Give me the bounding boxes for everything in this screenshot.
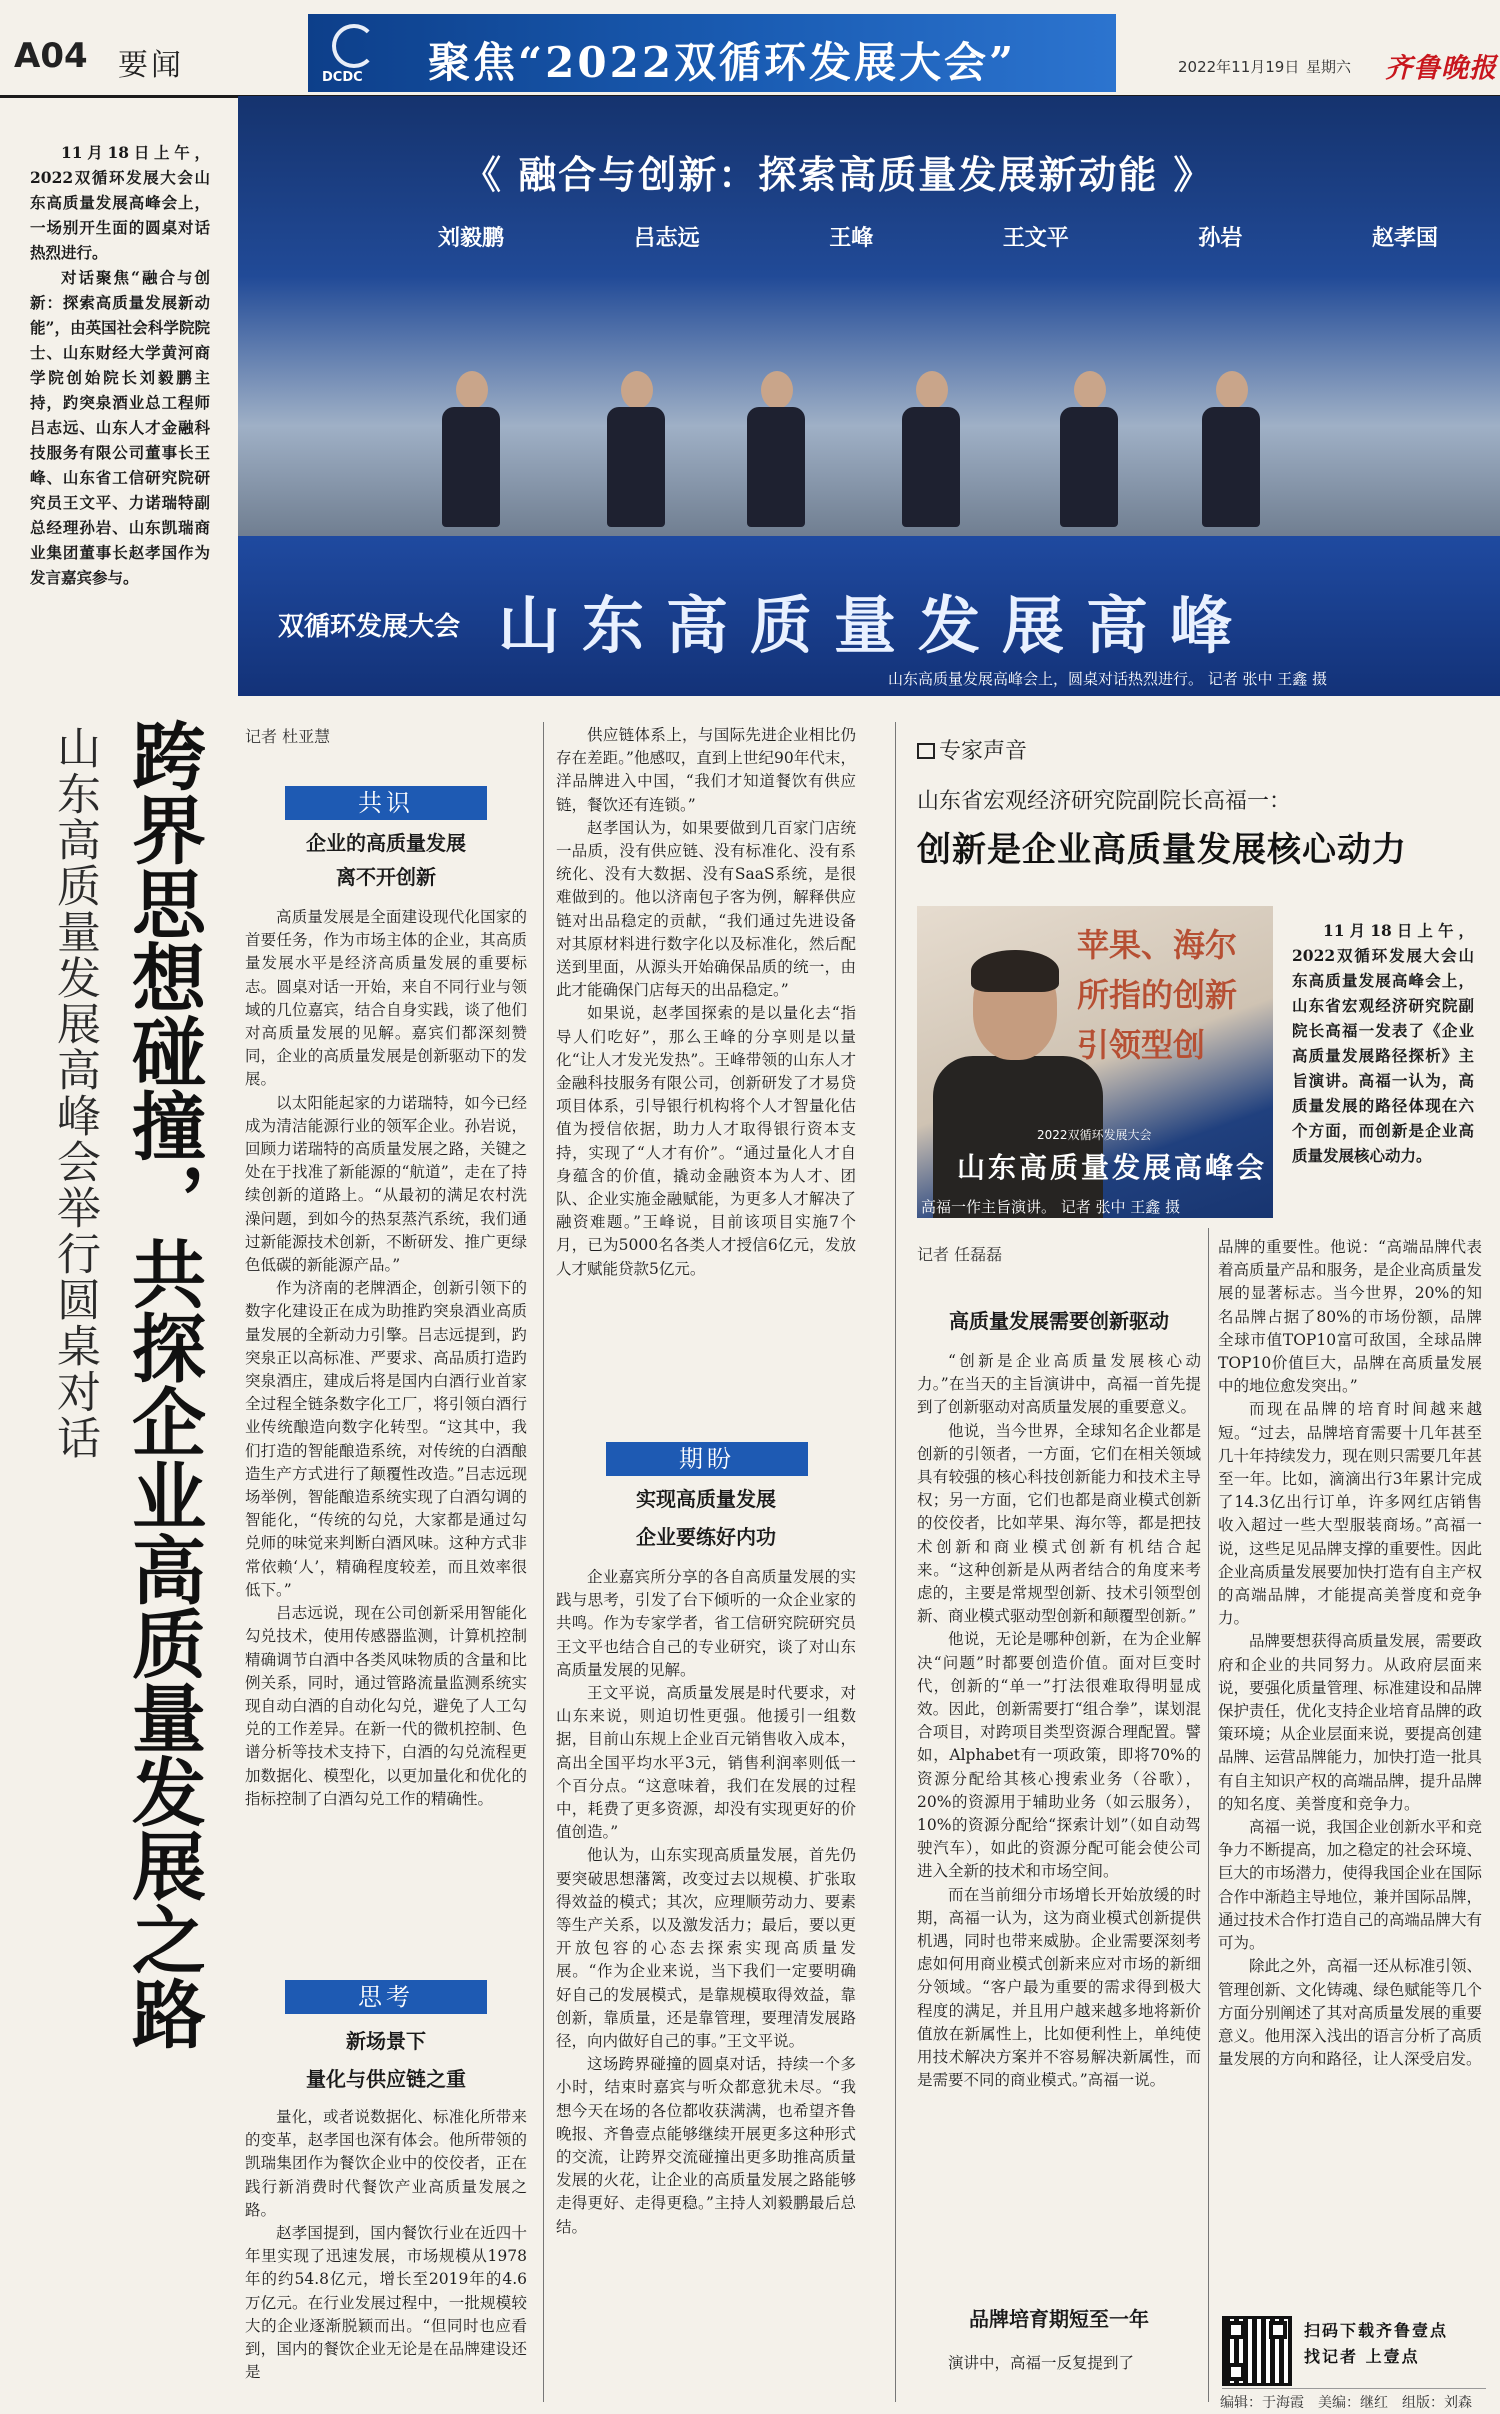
subhead: 离不开创新	[336, 865, 436, 889]
slide-line: 引领型创	[1077, 1026, 1206, 1064]
photo-caption: 高福一作主旨演讲。 记者 张中 王鑫 摄	[921, 1198, 1181, 1216]
speaker-name: 王峰	[829, 225, 874, 251]
paragraph: 如果说，赵孝国探索的是以量化去“指导人们吃好”，那么王峰的分享则是以量化“让人才发光发热”。王峰带领的山东人才金融科技服务有限公司，创新研发了才易贷项目体系，引导银行机构将个人才智量化估值为授信依据，助力人才取得银行资本支持，实现了“人才有价”。“通过量化人才自身蕴含的价值，撬动金融资本为人才、团队、企业实施金融赋能，为更多人才解决了融资难题。”王峰说，目前该项目实施7个月，已为5000名各类人才授信6亿元，发放人才赋能贷款5亿元。	[556, 1004, 856, 1278]
byline: 记者 杜亚慧	[245, 727, 331, 746]
page-number: A04	[14, 36, 88, 76]
section-name: 要闻	[118, 48, 184, 83]
speaker-name: 王文平	[1002, 225, 1069, 251]
speaker-figure	[603, 371, 669, 551]
article-body	[556, 724, 856, 1281]
subheadline: 山东高质量发展高峰会举行圆桌对话	[49, 725, 100, 1461]
paragraph: 演讲中，高福一反复提到了	[948, 2354, 1135, 2372]
paragraph: “创新是企业高质量发展核心动力。”在当天的主旨演讲中，高福一首先提到了创新驱动对高质量发展的重要意义。	[917, 1352, 1201, 1417]
paragraph: 高福一说，我国企业创新水平和竞争力不断提高，加之稳定的社会环境、巨大的市场潜力，使得我国企业在国际合作中渐趋主导地位，兼并国际品牌，通过技术合作打造自己的高端品牌大有可为。	[1218, 1818, 1482, 1953]
slide-text	[1077, 920, 1237, 1070]
paragraph: 量化，或者说数据化、标准化所带来的变革，赵孝国也深有体会。他所带领的凯瑞集团作为餐饮企业中的佼佼者，正在践行新消费时代餐饮产业高质量发展之路。	[245, 2108, 527, 2219]
article-body	[245, 906, 527, 1811]
logo-text: DCDC	[322, 70, 363, 85]
paragraph: 供应链体系上，与国际先进企业相比仍存在差距。”他感叹，直到上世纪90年代末，洋品牌进入中国，“我们才知道餐饮有供应链，餐饮还有连锁。”	[556, 726, 856, 814]
paragraph: 赵孝国提到，国内餐饮行业在近四十年里实现了迅速发展，市场规模从1978年的约54.8亿元，增长至2019年的4.6万亿元。在行业发展过程中，一批规模较大的企业逐渐脱颖而出。“但同时也应看到，国内的餐饮企业无论是在品牌建设还是	[245, 2224, 527, 2382]
main-headline: 跨界思想碰撞，共探企业高质量发展之路	[120, 718, 206, 2050]
speaker-names	[438, 221, 1438, 252]
paragraph: 除此之外，高福一还从标准引领、管理创新、文化铸魂、绿色赋能等几个方面分别阐述了其对高质量发展的重要意义。他用深入浅出的语言分析了高质量发展的方向和路径，让人深受启发。	[1218, 1957, 1482, 2069]
paragraph: 作为济南的老牌酒企，创新引领下的数字化建设正在成为助推趵突泉酒业高质量发展的全新动力引擎。吕志远提到，趵突泉正以高标准、严要求、高品质打造趵突泉酒庄，建成后将是国内白酒行业首家全过程全链条数字化工厂，将引领白酒行业传统酿造向数字化转型。“这其中，我们打造的智能酿造系统，对传统的白酒酿造生产方式进行了颠覆性改造。”吕志远现场举例，智能酿造系统实现了白酒勾调的智能化，“传统的勾兑，大家都是通过勾兑师的味觉来判断白酒风味。这种方式非常依赖‘人’，精确程度较差，而且效率很低下。”	[245, 1279, 527, 1599]
byline: 记者 任磊磊	[917, 1245, 1003, 1264]
subhead: 实现高质量发展	[636, 1487, 776, 1511]
stage-banner-small: 双循环发展大会	[278, 612, 461, 642]
speaker-figure	[1056, 371, 1122, 551]
article-body	[1218, 1236, 1482, 2071]
paragraph: 品牌要想获得高质量发展，需要政府和企业的共同努力。从政府层面来说，要强化质量管理、标准建设和品牌保护责任，优化支持企业培育品牌的政策环境；从企业层面来说，要提高创建品牌、运营品牌能力，加快打造一批具有自主知识产权的高端品牌，提升品牌的知名度、美誉度和竞争力。	[1218, 1632, 1482, 1813]
photo-caption: 山东高质量发展高峰会上，圆桌对话热烈进行。 记者 张中 王鑫 摄	[888, 670, 1328, 688]
qr-line: 扫码下载齐鲁壹点	[1304, 2321, 1449, 2340]
speaker-photo	[917, 906, 1273, 1218]
paragraph: 而在当前细分市场增长开始放缓的时期，高福一认为，这为商业模式创新提供机遇，同时也带来威胁。企业需要深刻考虑如何用商业模式创新来应对市场的新细分领域。“客户最为重要的需求得到极大程度的满足，并且用户越来越多地将新价值放在新属性上，比如便利性上，单纯使用技术解决方案并不容易解决新属性，而是需要不同的商业模式。”高福一说。	[917, 1885, 1201, 2090]
issue-date: 2022年11月19日	[1178, 58, 1300, 76]
speaker-name: 赵孝国	[1371, 225, 1438, 251]
speaker-name: 孙岩	[1198, 225, 1243, 251]
paragraph: 而现在品牌的培育时间越来越短。“过去，品牌培育需要十几年甚至几十年持续发力，现在则只需要几年甚至一年。比如，滴滴出行3年累计完成了14.3亿出行订单，许多网红店销售收入超过一些大型服装商场。”高福一说，这些足见品牌支撑的重要性。因此企业高质量发展要加快打造有自主产权的高端品牌，才能提高美誉度和竞争力。	[1218, 1400, 1482, 1628]
podium-text: 山东高质量发展高峰会	[957, 1151, 1268, 1184]
slide-line: 所指的创新	[1077, 976, 1238, 1014]
footer-rule	[1222, 2388, 1486, 2389]
issue-weekday: 星期六	[1306, 58, 1352, 76]
paragraph: 以太阳能起家的力诺瑞特，如今已经成为清洁能源行业的领军企业。孙岩说，回顾力诺瑞特的高质量发展之路，关键之处在于找准了新能源的“航道”，走在了持续创新的道路上。“从最初的满足农村洗澡问题，到如今的热泵蒸汽系统，我们通过新能源技术创新，不断研发、推广更绿色低碳的新能源产品。”	[245, 1093, 527, 1275]
slide-line: 苹果、海尔	[1077, 926, 1238, 964]
newspaper-name: 齐鲁晚报	[1385, 53, 1497, 84]
subhead: 高质量发展需要创新驱动	[949, 1309, 1169, 1333]
article-body	[556, 1566, 856, 2239]
podium-small-text: 2022双循环发展大会	[1037, 1128, 1152, 1142]
qr-code-icon[interactable]	[1222, 2316, 1292, 2386]
paragraph: 他说，当今世界，全球知名企业都是创新的引领者，一方面，它们在相关领域具有较强的核心科技创新能力和技术主导权；另一方面，它们也都是商业模式创新的佼佼者，比如苹果、海尔等，都是把技术创新和商业模式创新有机结合起来。“这种创新是从两者结合的角度来考虑的，主要是常规型创新、技术引领型创新、商业模式驱动型创新和颠覆型创新。”	[917, 1421, 1201, 1626]
speaker-figure	[898, 371, 964, 551]
qr-line: 找记者 上壹点	[1304, 2347, 1420, 2366]
stage-banner-big: 山东高质量发展高峰	[498, 589, 1255, 662]
article-body	[917, 2352, 1201, 2375]
speaker-figure	[1198, 371, 1264, 551]
paragraph: 品牌的重要性。他说：“高端品牌代表着高质量产品和服务，是企业高质量发展的显著标志。当今世界，20%的知名品牌占据了80%的市场份额，品牌全球市值TOP10富可敌国，全球品牌TOP10价值巨大，品牌在高质量发展中的地位愈发突出。”	[1218, 1238, 1482, 1396]
roundtable-lead	[30, 140, 210, 590]
column-rule	[543, 722, 544, 2402]
column-rule	[895, 722, 896, 2402]
article-body	[245, 2106, 527, 2384]
paragraph: 高质量发展是全面建设现代化国家的首要任务，作为市场主体的企业，其高质量发展水平是经济高质量发展的重要标志。圆桌对话一开始，来自不同行业与领域的几位嘉宾，结合自身实践，谈了他们对高质量发展的见解。嘉宾们都深刻赞同，企业的高质量发展是创新驱动下的发展。	[245, 908, 527, 1089]
topic-banner	[308, 14, 1116, 92]
paragraph: 他认为，山东实现高质量发展，首先仍要突破思想藩篱，改变过去以规模、扩张取得效益的模式；其次，应理顺劳动力、要素等生产关系，以及激发活力；最后，要以更开放包容的心态去探索实现高质量发展。“作为企业来说，当下我们一定要明确好自己的发展模式，是靠规模取得效益，靠创新，靠质量，还是靠管理，要理清发展路径，向内做好自己的事。”王文平说。	[556, 1846, 856, 2051]
paragraph: 这场跨界碰撞的圆桌对话，持续一个多小时，结束时嘉宾与听众都意犹未尽。“我想今天在场的各位都收获满满，也希望齐鲁晚报、齐鲁壹点能够继续开展更多这种形式的交流，让跨界交流碰撞出更多助推高质量发展的火花，让企业的高质量发展之路能够走得更好、走得更稳。”主持人刘毅鹏最后总结。	[556, 2055, 856, 2236]
article2-deck: 山东省宏观经济研究院副院长高福一：	[917, 789, 1292, 814]
subhead: 企业要练好内功	[636, 1525, 776, 1549]
section-tag: 共识	[285, 786, 487, 820]
article2-lead	[1292, 918, 1474, 1168]
roundtable-photo	[238, 96, 1500, 696]
screen-title: 《 融合与创新：探索高质量发展新动能 》	[463, 152, 1214, 197]
subhead: 企业的高质量发展	[306, 831, 466, 855]
column-label	[917, 734, 1027, 765]
speaker-figure	[438, 371, 504, 551]
subhead: 新场景下	[346, 2029, 426, 2053]
paragraph: 赵孝国认为，如果要做到几百家门店统一品质，没有供应链、没有标准化、没有系统化、没有大数据、没有SaaS系统，是很难做到的。他以济南包子客为例，解释供应链对出品稳定的贡献，“我们通过先进设备对其原材料进行数字化以及标准化，然后配送到里面，从源头开始确保品质的统一，由此才能确保门店每天的出品稳定。”	[556, 818, 856, 1000]
paragraph: 吕志远说，现在公司创新采用智能化勾兑技术，使用传感器监测，计算机控制精确调节白酒中各类风味物质的含量和比例关系，同时，通过管路流量监测系统实现自动白酒的自动化勾兑，避免了人工勾兑的工作差异。在新一代的微机控制、色谱分析等技术支持下，白酒的勾兑流程更加数据化、模型化，以更加量化和优化的指标控制了白酒勾兑工作的精确性。	[245, 1604, 527, 1808]
paragraph: 企业嘉宾所分享的各自高质量发展的实践与思考，引发了台下倾听的一众企业家的共鸣。作为专家学者，省工信研究院研究员王文平也结合自己的专业研究，谈了对山东高质量发展的见解。	[556, 1568, 856, 1679]
speaker-figure	[743, 371, 809, 551]
square-icon	[917, 743, 935, 759]
qr-prompt	[1304, 2318, 1448, 2370]
lead-paragraph: 对话聚焦“融合与创新：探索高质量发展新动能”，由英国社会科学院院士、山东财经大学黄河商学院创始院长刘毅鹏主持，趵突泉酒业总工程师吕志远、山东人才金融科技服务有限公司董事长王峰、山东省工信研究院研究员王文平、力诺瑞特副总经理孙岩、山东凯瑞商业集团董事长赵孝国作为发言嘉宾参与。	[30, 268, 210, 587]
article2-title: 创新是企业高质量发展核心动力	[917, 830, 1407, 870]
column-label-text: 专家声音	[939, 739, 1028, 764]
banner-title: 聚焦“2022双循环发展大会”	[428, 38, 1017, 87]
subhead: 品牌培育期短至一年	[969, 2307, 1149, 2331]
article-body	[917, 1350, 1201, 2093]
subhead: 量化与供应链之重	[306, 2067, 466, 2091]
editor-credits: 编辑：于海霞 美编：继红 组版：刘森	[1220, 2395, 1472, 2411]
section-tag: 期盼	[606, 1442, 808, 1476]
lead-paragraph: 11月18日上午，2022双循环发展大会山东高质量发展高峰会上，山东省宏观经济研究院副院长高福一发表了《企业高质量发展路径探析》主旨演讲。高福一认为，高质量发展的路径体现在六个方面，而创新是企业高质量发展核心动力。	[1292, 921, 1474, 1165]
paragraph: 他说，无论是哪种创新，在为企业解决“问题”时都要创造价值。面对巨变时代，创新的“单一”打法很难取得明显成效。因此，创新需要打“组合拳”，谋划混合项目，对跨项目类型资源合理配置。譬如，Alphabet有一项政策，即将70%的资源分配给其核心搜索业务（谷歌），20%的资源用于辅助业务（如云服务），10%的资源分配给“探索计划”（如自动驾驶汽车），如此的资源分配可能会使公司进入全新的技术和市场空间。	[917, 1630, 1201, 1881]
masthead	[0, 0, 1500, 95]
paragraph: 王文平说，高质量发展是时代要求，对山东来说，则迫切性更强。他援引一组数据，目前山东规上企业百元销售收入成本，高出全国平均水平3元，销售利润率则低一个百分点。“这意味着，我们在发展的过程中，耗费了更多资源，却没有实现更好的价值创造。”	[556, 1684, 856, 1842]
speaker-name: 刘毅鹏	[438, 225, 505, 251]
column-rule	[1208, 1228, 1209, 2402]
dcdc-logo-icon	[320, 22, 390, 84]
section-tag: 思考	[285, 1980, 487, 2014]
speaker-name: 吕志远	[633, 225, 700, 251]
lead-paragraph: 11月18日上午，2022双循环发展大会山东高质量发展高峰会上，一场别开生面的圆桌对话热烈进行。	[30, 143, 210, 262]
